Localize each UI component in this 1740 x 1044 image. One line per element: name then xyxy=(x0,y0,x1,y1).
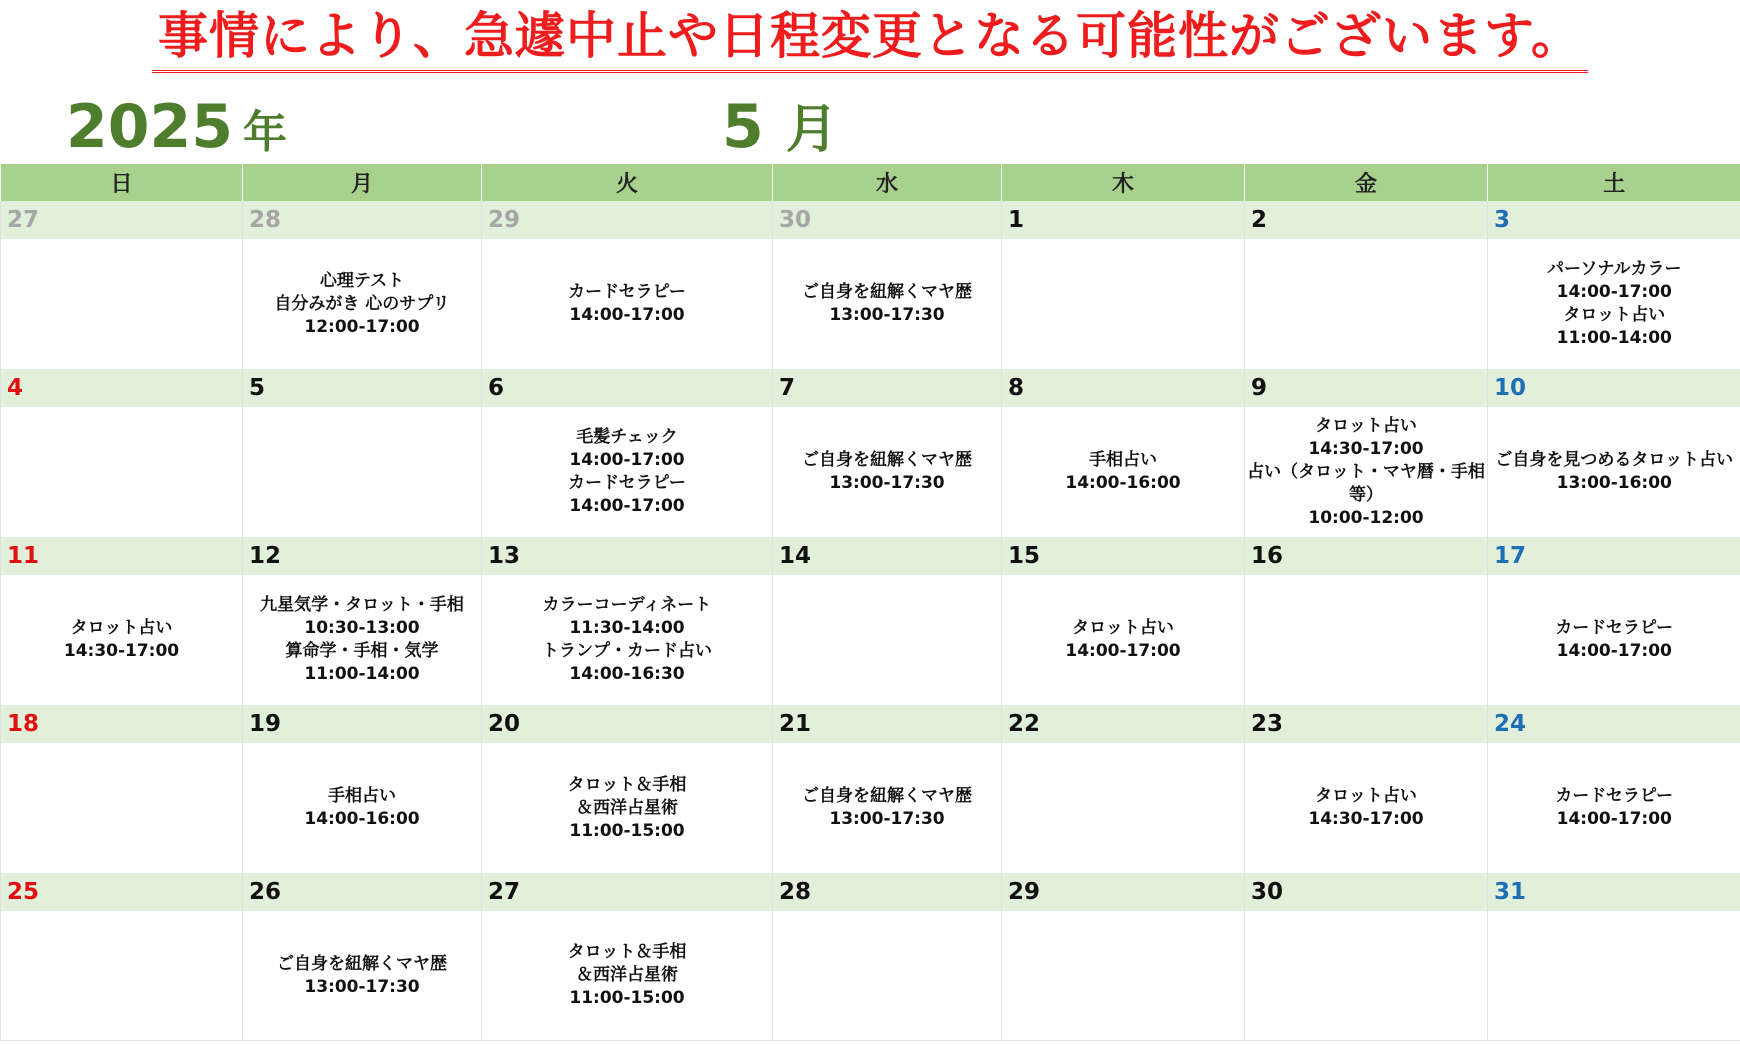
date-number-sat: 10 xyxy=(1488,369,1740,407)
calendar-grid xyxy=(0,164,1740,1041)
weekday-wed: 水 xyxy=(773,164,1002,201)
day-cell-mon xyxy=(243,407,482,537)
date-number-fri: 2 xyxy=(1245,201,1488,239)
week-event-row xyxy=(1,911,1740,1041)
event-line: カードセラピー xyxy=(568,473,686,493)
event-line: タロット占い xyxy=(1563,305,1666,325)
date-number-fri: 16 xyxy=(1245,537,1488,575)
event-line: タロット占い xyxy=(1315,415,1417,436)
date-number-wed: 30 xyxy=(773,201,1002,239)
year-unit: 年 xyxy=(243,107,287,158)
calendar-year xyxy=(66,92,287,168)
week-date-row xyxy=(1,705,1740,743)
day-cell-thu xyxy=(1002,743,1245,873)
date-number-tue: 13 xyxy=(482,537,773,575)
event-line: タロット＆手相 xyxy=(567,774,687,795)
event-line: 毛髪チェック xyxy=(576,427,678,447)
day-cell-mon xyxy=(243,911,482,1041)
day-cell-sun xyxy=(1,239,243,369)
date-number-wed: 28 xyxy=(773,873,1002,911)
date-number-wed: 21 xyxy=(773,705,1002,743)
date-number-sun: 11 xyxy=(1,537,243,575)
date-number-mon: 12 xyxy=(243,537,482,575)
event-line: 14:00-17:00 xyxy=(569,496,685,516)
day-cell-tue xyxy=(482,743,773,873)
event-line: 14:30-17:00 xyxy=(1308,809,1424,829)
date-number-sat: 31 xyxy=(1488,873,1740,911)
day-cell-fri xyxy=(1245,407,1488,537)
event-line: タロット占い xyxy=(1072,618,1174,638)
date-number-tue: 20 xyxy=(482,705,773,743)
event-line: パーソナルカラー xyxy=(1547,259,1682,279)
event-line: 14:30-17:00 xyxy=(63,641,180,661)
weekday-mon: 月 xyxy=(243,164,482,201)
weekday-thu: 木 xyxy=(1002,164,1245,201)
date-number-tue: 27 xyxy=(482,873,773,911)
event-line: タロット占い xyxy=(1315,786,1417,806)
day-cell-thu xyxy=(1002,575,1245,705)
date-number-tue: 6 xyxy=(482,369,773,407)
date-number-wed: 14 xyxy=(773,537,1002,575)
week-event-row xyxy=(1,239,1740,369)
date-number-sat: 3 xyxy=(1488,201,1740,239)
event-line: 14:00-16:30 xyxy=(569,664,685,684)
day-cell-sun xyxy=(1,911,243,1041)
date-number-wed: 7 xyxy=(773,369,1002,407)
calendar-month xyxy=(722,92,838,165)
day-cell-fri xyxy=(1245,911,1488,1041)
date-number-sun: 4 xyxy=(1,369,243,407)
date-number-tue: 29 xyxy=(482,201,773,239)
event-line: ＆西洋占星術 xyxy=(576,965,678,985)
date-number-mon: 19 xyxy=(243,705,482,743)
event-line: カラーコーディネート xyxy=(542,595,712,615)
day-cell-thu xyxy=(1002,911,1245,1041)
date-number-mon: 5 xyxy=(243,369,482,407)
day-cell-sat xyxy=(1488,407,1740,537)
day-cell-tue xyxy=(482,407,773,537)
event-line: 10:30-13:00 xyxy=(304,618,420,638)
day-cell-thu xyxy=(1002,407,1245,537)
day-cell-sun xyxy=(1,407,243,537)
day-cell-sun xyxy=(1,743,243,873)
event-line: 九星気学・タロット・手相 xyxy=(260,595,464,615)
event-line: 14:00-17:00 xyxy=(1556,282,1672,302)
weekday-sun: 日 xyxy=(1,164,243,201)
day-cell-sat xyxy=(1488,575,1740,705)
day-cell-wed xyxy=(773,743,1002,873)
event-line: トランプ・カード占い xyxy=(542,641,712,661)
year-number: 2025 xyxy=(66,92,233,162)
event-line: 心理テスト xyxy=(319,270,405,291)
event-line: 11:00-14:00 xyxy=(304,664,420,684)
week-date-row xyxy=(1,537,1740,575)
day-cell-tue xyxy=(482,239,773,369)
event-line: 13:00-17:30 xyxy=(829,473,945,493)
event-line: 14:00-16:00 xyxy=(304,809,420,829)
event-line: 14:00-17:00 xyxy=(569,305,685,325)
event-line: 手相占い xyxy=(1089,450,1157,470)
notice-banner xyxy=(0,4,1740,76)
event-line: 13:00-16:00 xyxy=(1556,473,1672,493)
event-line: ご自身を見つめるタロット占い xyxy=(1495,450,1734,470)
date-number-fri: 23 xyxy=(1245,705,1488,743)
event-line: ご自身を紐解くマヤ歴 xyxy=(802,450,972,470)
event-line: 11:00-15:00 xyxy=(569,988,685,1008)
event-line: カードセラピー xyxy=(568,282,686,302)
event-line: 13:00-17:30 xyxy=(829,809,945,829)
event-line: 11:30-14:00 xyxy=(569,618,685,638)
weekday-header xyxy=(1,164,1740,201)
day-cell-wed xyxy=(773,575,1002,705)
event-line: 13:00-17:30 xyxy=(829,305,945,325)
week-event-row xyxy=(1,407,1740,537)
week-event-row xyxy=(1,575,1740,705)
week-date-row xyxy=(1,201,1740,239)
date-number-sat: 24 xyxy=(1488,705,1740,743)
date-number-fri: 30 xyxy=(1245,873,1488,911)
event-line: 11:00-15:00 xyxy=(569,820,685,841)
date-number-thu: 15 xyxy=(1002,537,1245,575)
day-cell-tue xyxy=(482,575,773,705)
day-cell-fri xyxy=(1245,743,1488,873)
day-cell-fri xyxy=(1245,575,1488,705)
notice-text: 事情により、急遽中止や日程変更となる可能性がございます。 xyxy=(152,4,1588,73)
day-cell-wed xyxy=(773,239,1002,369)
event-line: 占い（タロット・マヤ暦・手相等） xyxy=(1247,461,1485,505)
date-number-mon: 26 xyxy=(243,873,482,911)
date-number-sun: 25 xyxy=(1,873,243,911)
event-line: タロット＆手相 xyxy=(567,942,687,962)
day-cell-sun xyxy=(1,575,243,705)
day-cell-sat xyxy=(1488,239,1740,369)
event-line: 14:30-17:00 xyxy=(1308,438,1424,459)
event-line: ご自身を紐解くマヤ歴 xyxy=(802,786,972,806)
event-line: 14:00-17:00 xyxy=(1556,809,1672,829)
day-cell-fri xyxy=(1245,239,1488,369)
event-line: 自分みがき 心のサプリ xyxy=(274,293,450,314)
date-number-thu: 8 xyxy=(1002,369,1245,407)
event-line: カードセラピー xyxy=(1555,786,1674,806)
event-line: 10:00-12:00 xyxy=(1308,507,1424,528)
event-line: 13:00-17:30 xyxy=(304,976,420,997)
event-line: ご自身を紐解くマヤ歴 xyxy=(277,953,447,974)
day-cell-mon xyxy=(243,575,482,705)
date-number-thu: 22 xyxy=(1002,705,1245,743)
date-number-sun: 18 xyxy=(1,705,243,743)
date-number-sun: 27 xyxy=(1,201,243,239)
week-event-row xyxy=(1,743,1740,873)
day-cell-thu xyxy=(1002,239,1245,369)
event-line: 手相占い xyxy=(328,786,396,806)
event-line: ご自身を紐解くマヤ歴 xyxy=(802,282,972,302)
event-line: 14:00-17:00 xyxy=(1065,641,1181,661)
day-cell-wed xyxy=(773,911,1002,1041)
weekday-tue: 火 xyxy=(482,164,773,201)
weekday-fri: 金 xyxy=(1245,164,1488,201)
event-line: 11:00-14:00 xyxy=(1556,328,1672,348)
week-date-row xyxy=(1,369,1740,407)
event-line: 12:00-17:00 xyxy=(304,316,420,337)
event-line: 14:00-17:00 xyxy=(569,450,685,470)
date-number-thu: 29 xyxy=(1002,873,1245,911)
day-cell-wed xyxy=(773,407,1002,537)
date-number-fri: 9 xyxy=(1245,369,1488,407)
event-line: 14:00-16:00 xyxy=(1065,473,1181,493)
date-number-sat: 17 xyxy=(1488,537,1740,575)
day-cell-mon xyxy=(243,743,482,873)
day-cell-mon xyxy=(243,239,482,369)
event-line: 14:00-17:00 xyxy=(1556,641,1672,661)
month-number: 5 xyxy=(722,92,764,162)
weekday-sat: 土 xyxy=(1488,164,1740,201)
day-cell-sat xyxy=(1488,911,1740,1041)
week-date-row xyxy=(1,873,1740,911)
date-number-thu: 1 xyxy=(1002,201,1245,239)
calendar-body xyxy=(1,201,1740,1041)
date-number-mon: 28 xyxy=(243,201,482,239)
event-line: ＆西洋占星術 xyxy=(576,797,678,818)
month-unit: 月 xyxy=(785,100,838,160)
day-cell-sat xyxy=(1488,743,1740,873)
day-cell-tue xyxy=(482,911,773,1041)
event-line: カードセラピー xyxy=(1555,618,1674,638)
event-line: タロット占い xyxy=(70,618,173,638)
event-line: 算命学・手相・気学 xyxy=(285,641,439,661)
